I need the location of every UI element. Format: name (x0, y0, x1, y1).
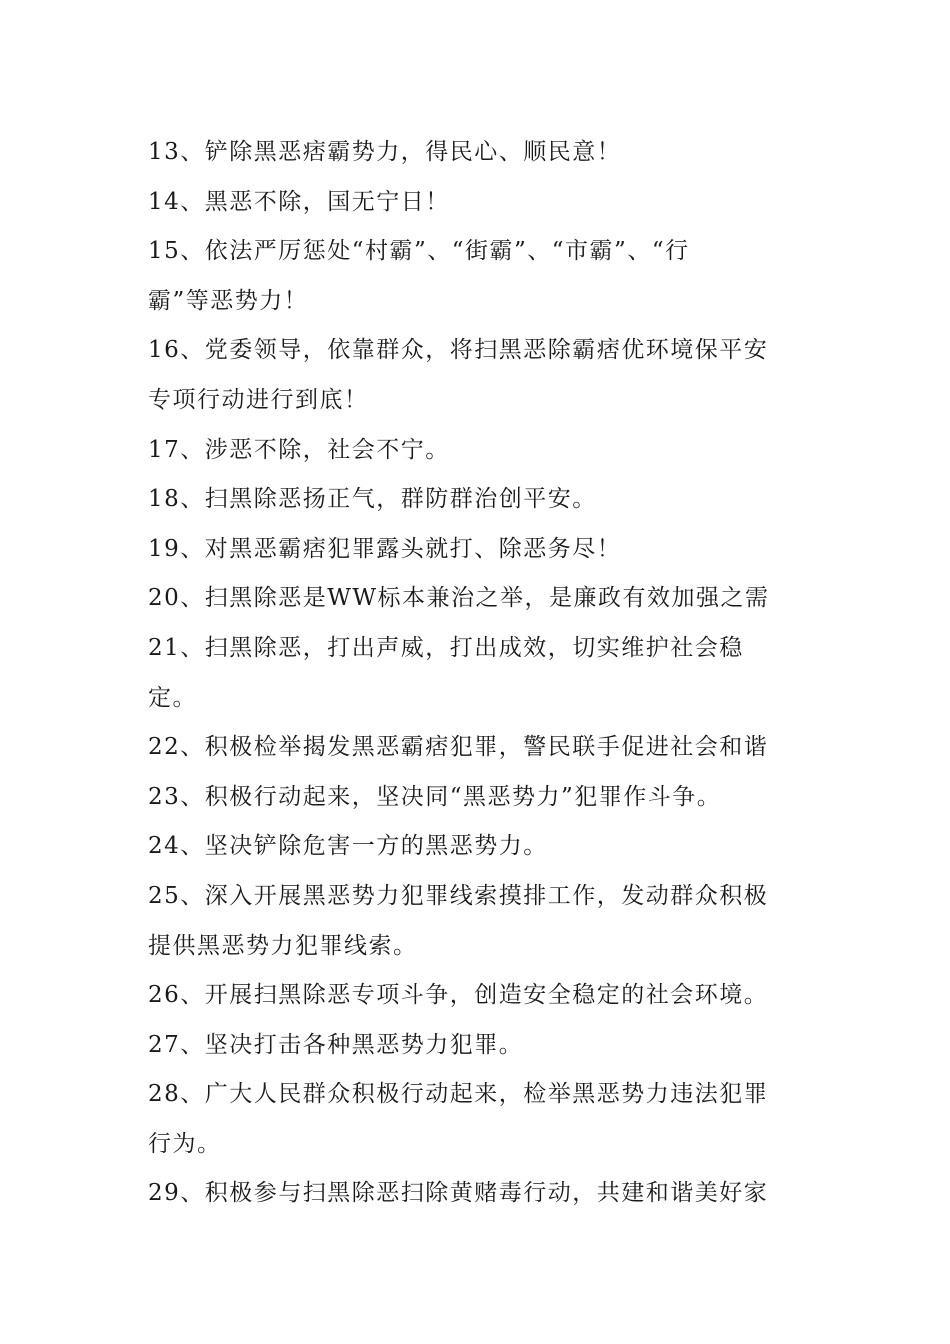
text-line: 15、依法严厉惩处“村霸”、“街霸”、“市霸”、“行 (148, 238, 690, 265)
text-line: 25、深入开展黑恶势力犯罪线索摸排工作，发动群众积极 (148, 882, 769, 909)
text-line: 22、积极检举揭发黑恶霸痞犯罪，警民联手促进社会和谐 (148, 734, 769, 761)
text-line: 霸”等恶势力！ (148, 287, 309, 314)
text-line: 20、扫黑除恶是WW标本兼治之举，是廉政有效加强之需 (148, 585, 770, 612)
text-line: 行为。 (148, 1130, 222, 1157)
text-line: 23、积极行动起来，坚决同“黑恶势力”犯罪作斗争。 (148, 783, 722, 810)
slogan-list (148, 128, 808, 1219)
text-line: 17、涉恶不除，社会不宁。 (148, 436, 450, 463)
text-line: 24、坚决铲除危害一方的黑恶势力。 (148, 833, 548, 860)
text-line: 28、广大人民群众积极行动起来，检举黑恶势力违法犯罪 (148, 1081, 769, 1108)
text-line: 27、坚决打击各种黑恶势力犯罪。 (148, 1031, 524, 1058)
text-line: 14、黑恶不除，国无宁日！ (148, 188, 450, 215)
text-line: 29、积极参与扫黑除恶扫除黄赌毒行动，共建和谐美好家 (148, 1180, 769, 1207)
text-line: 26、开展扫黑除恶专项斗争，创造安全稳定的社会环境。 (148, 982, 769, 1009)
text-line: 13、铲除黑恶痞霸势力，得民心、顺民意！ (148, 139, 622, 165)
text-line: 18、扫黑除恶扬正气，群防群治创平安。 (148, 486, 597, 513)
text-line: 21、扫黑除恶，打出声威，打出成效，切实维护社会稳 (148, 634, 744, 661)
text-line: 19、对黑恶霸痞犯罪露头就打、除恶务尽！ (148, 535, 622, 562)
text-line: 专项行动进行到底！ (148, 386, 369, 413)
text-line: 定。 (148, 684, 197, 711)
text-line: 16、党委领导，依靠群众，将扫黑恶除霸痞优环境保平安 (148, 337, 769, 364)
text-line: 提供黑恶势力犯罪线索。 (148, 932, 418, 959)
